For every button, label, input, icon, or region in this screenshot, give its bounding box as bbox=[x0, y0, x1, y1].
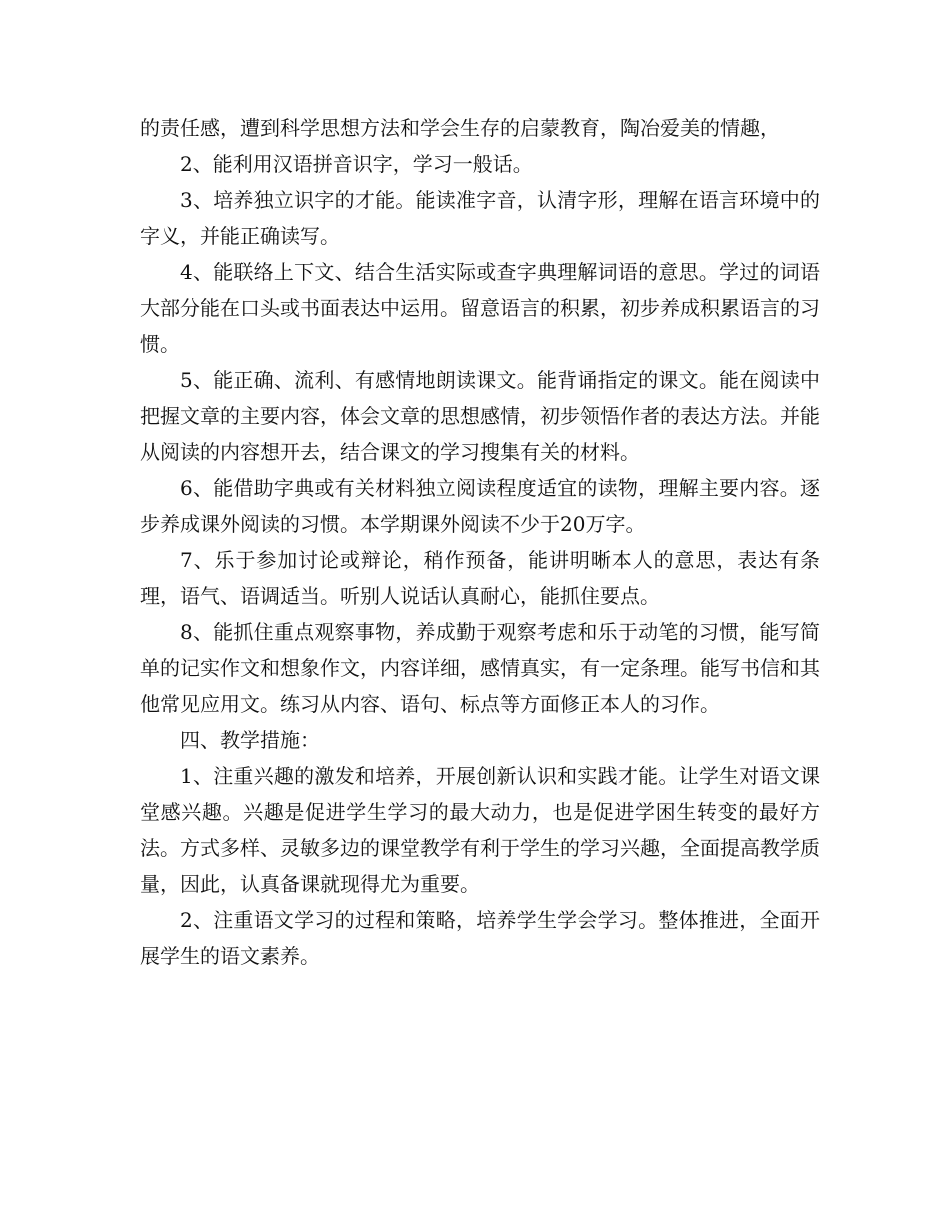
paragraph-item-6: 6、能借助字典或有关材料独立阅读程度适宜的读物，理解主要内容。逐步养成课外阅读的习惯。本学期课外阅读不少于20万字。 bbox=[140, 476, 820, 536]
paragraph-item-7: 7、乐于参加讨论或辩论，稍作预备，能讲明晰本人的意思，表达有条理，语气、语调适当。听别人说话认真耐心，能抓住要点。 bbox=[140, 548, 820, 608]
paragraph-item-8: 8、能抓住重点观察事物，养成勤于观察考虑和乐于动笔的习惯，能写简单的记实作文和想象作文，内容详细，感情真实，有一定条理。能写书信和其他常见应用文。练习从内容、语句、标点等方面修正本人的习作。 bbox=[140, 620, 820, 716]
measure-item-1: 1、注重兴趣的激发和培养，开展创新认识和实践才能。让学生对语文课堂感兴趣。兴趣是促进学生学习的最大动力，也是促进学困生转变的最好方法。方式多样、灵敏多边的课堂教学有利于学生的学习兴趣，全面提高教学质量，因此，认真备课就现得尤为重要。 bbox=[140, 764, 820, 896]
section-heading-teaching-measures: 四、教学措施： bbox=[180, 728, 320, 752]
paragraph-item-3: 3、培养独立识字的才能。能读准字音，认清字形，理解在语言环境中的字义，并能正确读写。 bbox=[140, 188, 820, 248]
paragraph-item-2: 2、能利用汉语拼音识字，学习一般话。 bbox=[180, 152, 533, 176]
document-body bbox=[140, 110, 820, 974]
paragraph-item-4: 4、能联络上下文、结合生活实际或查字典理解词语的意思。学过的词语大部分能在口头或书面表达中运用。留意语言的积累，初步养成积累语言的习惯。 bbox=[140, 260, 820, 356]
paragraph-continuation: 的责任感，遭到科学思想方法和学会生存的启蒙教育，陶冶爱美的情趣， bbox=[140, 116, 780, 140]
measure-item-2: 2、注重语文学习的过程和策略，培养学生学会学习。整体推进，全面开展学生的语文素养。 bbox=[140, 908, 820, 968]
paragraph-item-5: 5、能正确、流利、有感情地朗读课文。能背诵指定的课文。能在阅读中把握文章的主要内容，体会文章的思想感情，初步领悟作者的表达方法。并能从阅读的内容想开去，结合课文的学习搜集有关的材料。 bbox=[140, 368, 820, 464]
